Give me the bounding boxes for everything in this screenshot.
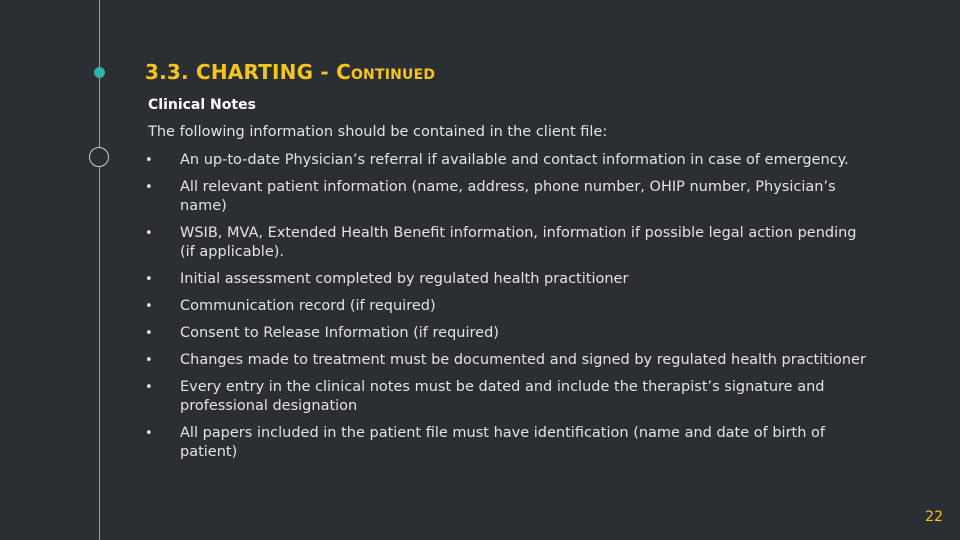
list-item [140,378,870,416]
page-number: 22 [925,509,943,525]
list-item [140,297,870,316]
bullet-icon: • [145,180,153,195]
list-item-text: Initial assessment completed by regulated health practitioner [180,271,629,287]
bullet-icon: • [145,226,153,241]
bullet-icon: • [145,426,153,441]
list-item [140,178,870,216]
list-item [140,424,870,462]
timeline-dot-hollow [89,147,109,167]
intro-text: The following information should be contained in the client file: [148,124,608,140]
list-item-text: All relevant patient information (name, address, phone number, OHIP number, Physician’s name) [180,179,836,214]
list-item-text: An up-to-date Physician’s referral if available and contact information in case of emergency. [180,152,849,168]
list-item-text: Communication record (if required) [180,298,436,314]
list-item-text: Changes made to treatment must be documented and signed by regulated health practitioner [180,352,866,368]
slide-title-continued: Continued [336,60,436,84]
bullet-icon: • [145,272,153,287]
list-item [140,224,870,262]
slide-title [145,60,435,84]
slide-title-main: 3.3. CHARTING - [145,60,337,84]
list-item [140,151,870,170]
bullet-icon: • [145,299,153,314]
bullet-icon: • [145,153,153,168]
list-item [140,270,870,289]
list-item [140,351,870,370]
list-item [140,324,870,343]
list-item-text: WSIB, MVA, Extended Health Benefit information, information if possible legal action pending (if applicable). [180,225,857,260]
list-item-text: All papers included in the patient file must have identification (name and date of birth of patient) [180,425,826,460]
list-item-text: Consent to Release Information (if required) [180,325,499,341]
section-subtitle: Clinical Notes [148,97,256,113]
timeline-dot-active [94,67,105,78]
timeline-line [99,0,100,540]
bullet-icon: • [145,380,153,395]
bullet-icon: • [145,353,153,368]
list-item-text: Every entry in the clinical notes must be dated and include the therapist’s signature and professional designation [180,379,825,414]
bullet-icon: • [145,326,153,341]
bullet-list [140,151,870,470]
